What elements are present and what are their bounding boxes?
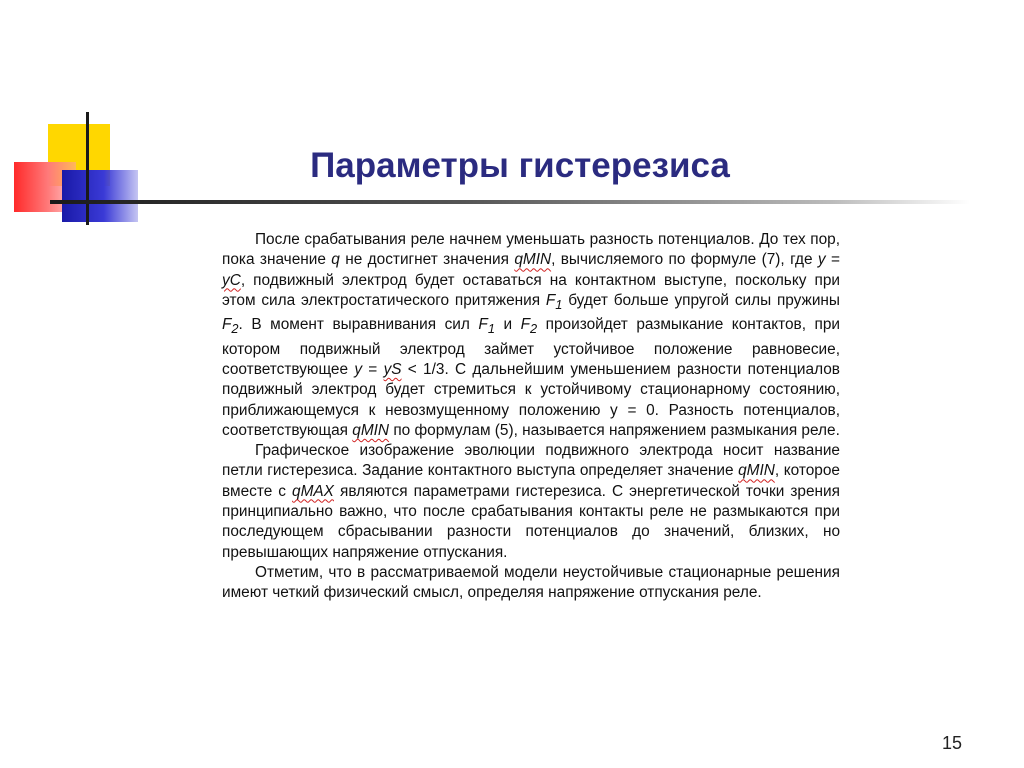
text-run: не достигнет значения <box>339 251 515 269</box>
text-run: будет больше упругой силы пружины <box>562 291 840 309</box>
text-run: Графическое изображение эволюции подвижного электрода носит название петли гистерезиса. Задание контактного выступа определяет значение <box>222 442 840 480</box>
text-run: , подвижный электрод будет оставаться на контактном выступе, поскольку при этом сила электростатического притяжения <box>222 271 840 309</box>
text-run: = <box>825 251 840 269</box>
text-run: 2 <box>231 321 239 337</box>
text-run: yS <box>383 360 402 378</box>
text-run: y <box>354 360 363 378</box>
slide-title: Параметры гистерезиса <box>310 146 730 185</box>
text-run: qMIN <box>738 462 775 480</box>
text-run: = <box>362 360 384 378</box>
text-run: F <box>545 291 556 309</box>
text-run: являются параметрами гистерезиса. С энергетической точки зрения принципиально важно, что после срабатывания контакты реле не размыкаются при последующем сбрасывании разности потенциалов до значений, близких, но превышающих напряжение отпускания. <box>222 482 840 561</box>
page-number: 15 <box>941 733 962 753</box>
text-run: и <box>494 316 521 334</box>
text-run: q <box>331 251 340 269</box>
text-run: , которое вместе с <box>222 462 840 500</box>
text-run: F <box>478 316 488 334</box>
text-run: qMAX <box>292 482 334 500</box>
slide-body <box>222 230 840 604</box>
text-run: < 1/3. С дальнейшим уменьшением разности потенциалов подвижный электрод будет стремиться к устойчивому стационарному состоянию, приближающемуся к невозмущенному положению y = 0. Разность потенциалов, соответствующая <box>222 360 840 439</box>
title-underline <box>50 200 970 204</box>
body-paragraph <box>222 563 840 604</box>
text-run: 1 <box>487 321 495 337</box>
text-run: . В момент выравнивания сил <box>238 316 479 334</box>
text-run: произойдет размыкание контактов, при котором подвижный электрод займет устойчивое положение равновесие, соответствующее <box>222 316 840 378</box>
text-run: После срабатывания реле начнем уменьшать разность потенциалов. До тех пор, пока значение <box>222 231 840 269</box>
text-run: qMIN <box>352 421 390 439</box>
text-run: по формулам (5), называется напряжением размыкания реле. <box>389 421 840 439</box>
text-run: Отметим, что в рассматриваемой модели неустойчивые стационарные решения имеют четкий физический смысл, определяя напряжение отпускания реле. <box>222 563 840 602</box>
body-paragraph <box>222 441 840 563</box>
text-run: F <box>520 316 530 334</box>
text-run: , вычисляемого по формуле (7), где <box>551 251 818 269</box>
decor-blue-square <box>62 170 138 222</box>
text-run: y <box>817 251 826 269</box>
text-run: yC <box>222 271 241 289</box>
body-paragraph <box>222 230 840 441</box>
text-run: qMIN <box>514 251 552 269</box>
text-run: F <box>222 316 232 334</box>
text-run: 1 <box>555 296 563 312</box>
decor-vertical-line <box>86 112 89 225</box>
text-run: 2 <box>530 321 538 337</box>
